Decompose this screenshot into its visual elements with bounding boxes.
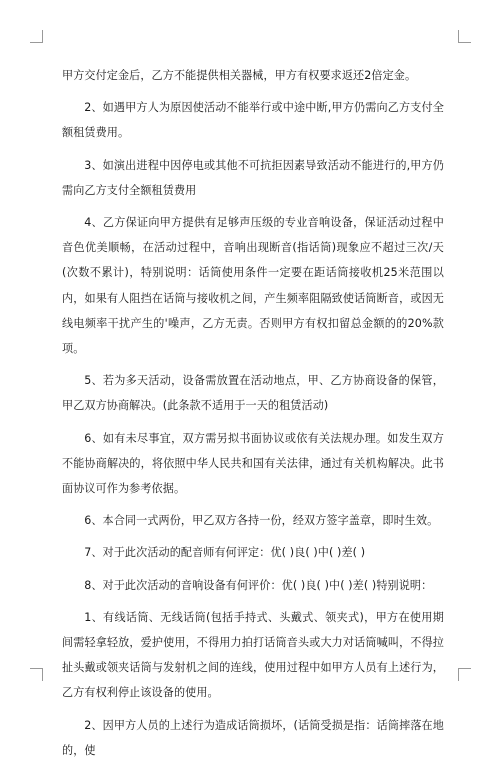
- crop-mark-top-right: [458, 30, 471, 43]
- paragraph-clause-8: 8、对于此次活动的音响设备有何评价：优( )良( )中( )差( )特别说明：: [84, 578, 433, 592]
- crop-mark-bottom-left: [30, 668, 43, 681]
- document-body: [62, 63, 444, 770]
- crop-mark-top-left: [30, 30, 43, 43]
- paragraph-note-2: 2、因甲方人员的上述行为造成话筒损坏，(话筒受损是指：话筒摔落在地的，使: [62, 718, 444, 757]
- crop-mark-bottom-right: [458, 668, 471, 681]
- paragraph-clause-6: 6、如有未尽事宜，双方需另拟书面协议或依有关法规办理。如发生双方不能协商解决的，将依照中华人民共和国有关法律，通过有关机构解决。此书面协议可作为参考依据。: [62, 431, 444, 496]
- paragraph-clause-2: 2、如遇甲方人为原因使活动不能举行或中途中断,甲方仍需向乙方支付全额租赁费用。: [62, 101, 444, 140]
- paragraph-note-1: 1、有线话筒、无线话筒(包括手持式、头戴式、领夹式)，甲方在使用期间需轻拿轻放，爱护使用，不得用力拍打话筒音头或大力对话筒喊叫，不得拉扯头戴或领夹话筒与发射机之间的连线，使用过程中如甲方人员有上述行为，乙方有权利停止该设备的使用。: [62, 610, 444, 700]
- paragraph-clause-7: 7、对于此次活动的配音师有何评定：优( )良( )中( )差( ): [84, 546, 366, 560]
- paragraph-clause-5: 5、若为多天活动，设备需放置在活动地点，甲、乙方协商设备的保管，甲乙双方协商解决。(此条款不适用于一天的租赁活动): [62, 374, 444, 413]
- paragraph-clause-6b: 6、本合同一式两份，甲乙双方各持一份，经双方签字盖章，即时生效。: [84, 514, 439, 528]
- paragraph-clause-3: 3、如演出进程中因停电或其他不可抗拒因素导致活动不能进行的,甲方仍需向乙方支付全额租赁费用: [62, 158, 444, 197]
- paragraph-clause-4: 4、乙方保证向甲方提供有足够声压级的专业音响设备，保证活动过程中音色优美顺畅，在活动过程中，音响出现断音(指话筒)现象应不超过三次/天(次数不累计)，特别说明：话筒使用条件一定要在距话筒接收机25米范围以内，如果有人阻挡在话筒与接收机之间，产生频率阻隔致使话筒断音，或因无线电频率干扰产生的'噪声，乙方无责。否则甲方有权扣留总金额的的20%款项。: [62, 216, 444, 356]
- paragraph-deposit-return: 甲方交付定金后，乙方不能提供相关器械，甲方有权要求返还2倍定金。: [62, 69, 417, 82]
